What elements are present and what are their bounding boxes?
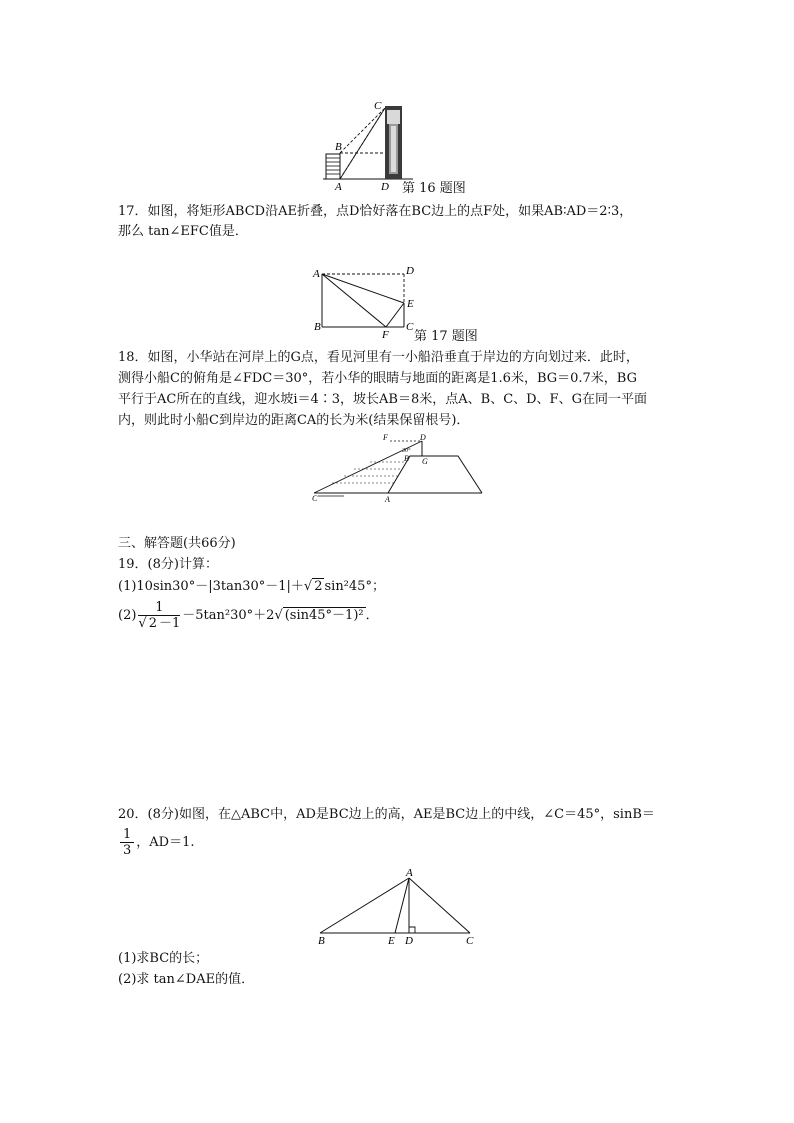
- fig20-label-E: E: [388, 935, 395, 947]
- figure-17: [310, 264, 430, 344]
- q20-frac-num: 1: [120, 827, 134, 843]
- figure-18-diagram: [310, 432, 490, 504]
- q18-line-4: 内，则此时小船C到岸边的距离CA的长为米(结果保留根号)．: [118, 413, 470, 428]
- q19-p2-den-tail: －1: [159, 616, 181, 631]
- fig17-label-F: F: [382, 329, 389, 341]
- q19-p2-mid: －5tan²30°＋2: [182, 608, 275, 623]
- fig17-label-B: B: [314, 321, 321, 333]
- q17-line-1: 17．如图，将矩形ABCD沿AE折叠，点D恰好落在BC边上的点F处，如果AB∶AD＝2∶3，: [118, 204, 633, 219]
- q19-head: 19．(8分)计算：: [118, 557, 218, 572]
- figure-20-diagram: [312, 866, 488, 948]
- fig16-label-A: A: [335, 181, 342, 193]
- fig18-label-G: G: [422, 457, 428, 466]
- fig16-label-C: C: [374, 100, 382, 112]
- fig16-label-D: D: [381, 181, 389, 193]
- q18-line-2: 测得小船C的俯角是∠FDC＝30°，若小华的眼睛与地面的距离是1.6米，BG＝0.7米，BG: [118, 371, 637, 386]
- q19-p2-prefix: (2): [118, 608, 137, 623]
- q19-p2-fraction: $\frac{1}{√ 2 -1}$: [138, 600, 181, 631]
- q19-part-2: (2) $\frac{1}{√ 2 -1}$ －5tan²30°＋2√ (sin45°－1)² ．: [118, 600, 379, 631]
- figure-18: [310, 432, 490, 504]
- figure-17-diagram: [310, 264, 430, 344]
- q17-line-2: 那么 tan∠EFC值是．: [118, 224, 248, 239]
- q20-line-2: [118, 826, 195, 860]
- fig17-label-C: C: [406, 321, 414, 333]
- q18-line-3: 平行于AC所在的直线，迎水坡i＝4∶3，坡长AB＝8米，点A、B、C、D、F、G在同一平面: [118, 392, 647, 407]
- q19-p1-suffix: sin²45°；: [324, 579, 385, 594]
- figure-20: [312, 866, 488, 948]
- q20-sub-2: (2)求 tan∠DAE的值．: [118, 972, 255, 987]
- q19-p2-root: (sin45°－1)²: [284, 608, 364, 623]
- fig17-label-A: A: [313, 268, 320, 280]
- fig20-label-D: D: [405, 935, 413, 947]
- fig20-label-C: C: [466, 935, 474, 947]
- fig18-angle-label: 30°: [402, 448, 411, 454]
- q19-p2-den-root: 2: [148, 616, 157, 631]
- q20-sub-1: (1)求BC的长；: [118, 951, 209, 966]
- q19-p2-num: 1: [138, 600, 180, 616]
- fig16-label-B: B: [335, 141, 342, 153]
- q19-p2-end: ．: [365, 608, 379, 623]
- fig20-label-B: B: [318, 935, 325, 947]
- figure-16-caption: 第 16 题图: [402, 181, 466, 196]
- section-3-title: 三、解答题(共66分): [118, 536, 236, 551]
- fig18-label-D: D: [420, 433, 426, 442]
- q20-line-1: 20．(8分)如图，在△ABC中，AD是BC边上的高，AE是BC边上的中线，∠C＝45°，sinB＝: [118, 807, 655, 822]
- fig17-label-E: E: [407, 298, 414, 310]
- fig18-label-F: F: [383, 433, 388, 442]
- fig20-label-A: A: [406, 867, 413, 879]
- fig17-label-D: D: [406, 265, 414, 277]
- fig18-label-C: C: [312, 494, 318, 503]
- q20-frac-den: 3: [123, 843, 132, 858]
- q20-line-2-tail: ，AD＝1.: [136, 835, 195, 850]
- q20-fraction: [120, 827, 134, 858]
- q19-part-1: (1)10sin30°－|3tan30°－1|＋√ 2 sin²45°；: [118, 579, 385, 594]
- q19-p1-root: 2: [314, 579, 323, 594]
- q19-p1-prefix: (1)10sin30°－|3tan30°－1|＋: [118, 579, 304, 594]
- figure-17-caption: 第 17 题图: [414, 329, 478, 344]
- fig18-label-A: A: [385, 495, 390, 504]
- q18-line-1: 18．如图，小华站在河岸上的G点，看见河里有一小船沿垂直于岸边的方向划过来．此时，: [118, 350, 639, 365]
- fig18-label-B: B: [404, 454, 409, 463]
